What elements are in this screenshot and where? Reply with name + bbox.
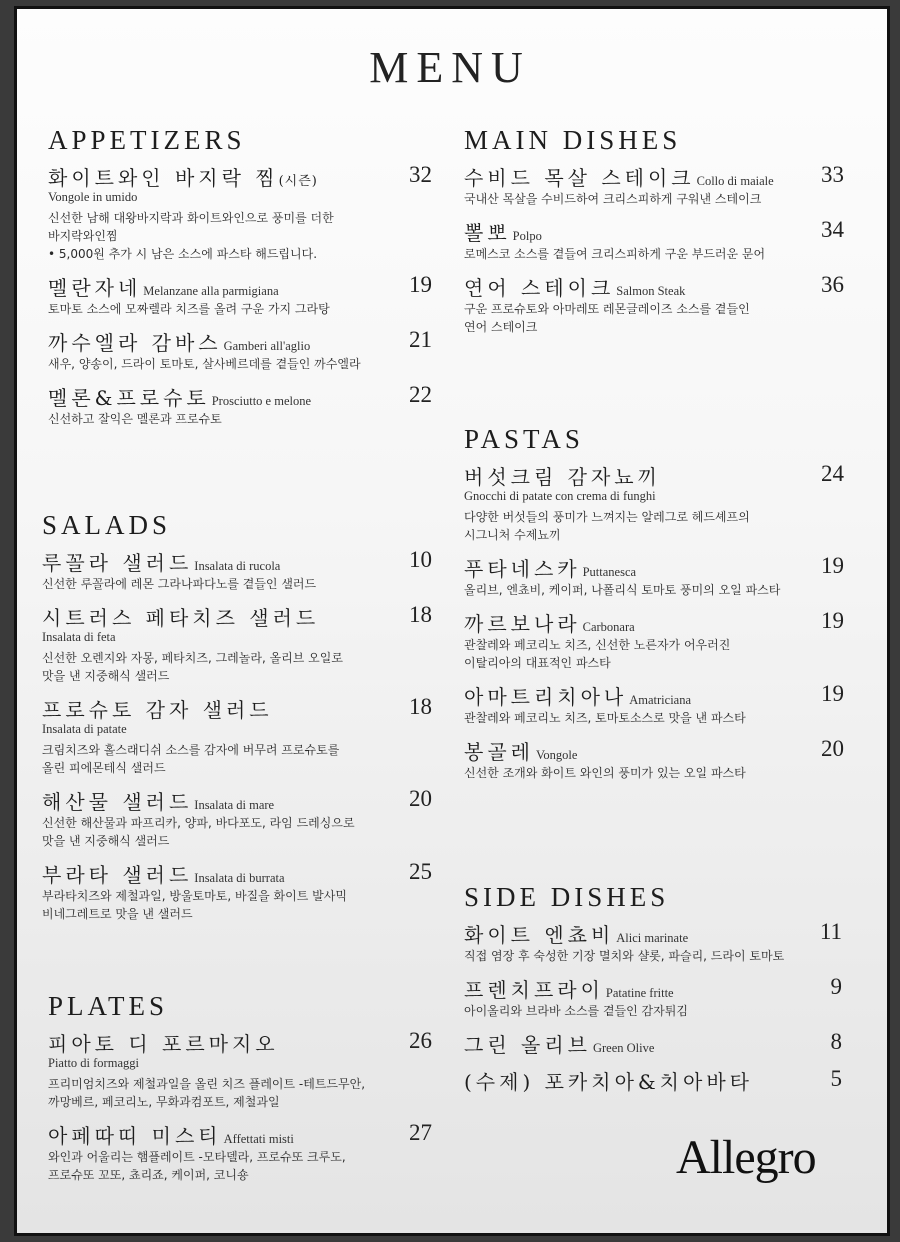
menu-item bbox=[48, 1120, 432, 1184]
dish-name-korean bbox=[48, 166, 318, 190]
dish-name-korean bbox=[42, 698, 273, 722]
dish-name-korean bbox=[464, 166, 695, 190]
dish-name-text: 프로슈토 감자 샐러드 bbox=[42, 698, 273, 722]
dish-name-text: 수비드 목살 스테이크 bbox=[464, 166, 695, 190]
dish-price: 33 bbox=[821, 162, 844, 187]
dish-price: 19 bbox=[409, 272, 432, 297]
dish-description: 와인과 어울리는 햄플레이트 -모타델라, 프로슈또 크루도, bbox=[48, 1150, 346, 1164]
dish-description: 맛을 낸 지중해식 샐러드 bbox=[42, 834, 170, 848]
menu-item-line bbox=[464, 736, 844, 764]
section-heading: SALADS bbox=[42, 510, 172, 540]
dish-price: 10 bbox=[409, 547, 432, 572]
dish-description: 신선하고 잘익은 멜론과 프로슈토 bbox=[48, 412, 222, 426]
dish-name-text: 루꼴라 샐러드 bbox=[42, 551, 193, 575]
dish-name-korean bbox=[464, 978, 604, 1002]
dish-name-italian: Affettati misti bbox=[223, 1132, 294, 1146]
menu-item bbox=[464, 272, 844, 336]
dish-price: 21 bbox=[409, 327, 432, 352]
dish-price: 18 bbox=[409, 694, 432, 719]
dish-description: 시그니처 수제뇨끼 bbox=[464, 528, 561, 542]
dish-name-korean bbox=[464, 612, 581, 636]
dish-name-italian: Puttanesca bbox=[582, 565, 637, 579]
dish-name-korean bbox=[464, 221, 511, 245]
dish-name-korean bbox=[464, 557, 581, 581]
dish-name-italian: Amatriciana bbox=[629, 693, 692, 707]
dish-name-italian: Insalata di rucola bbox=[194, 559, 281, 573]
dish-name-text: 까수엘라 감바스 bbox=[48, 331, 222, 355]
dish-name-korean bbox=[48, 386, 210, 410]
menu-item bbox=[464, 553, 844, 599]
dish-name-italian: Salmon Steak bbox=[616, 284, 686, 298]
dish-price: 25 bbox=[409, 859, 432, 884]
dish-price: 32 bbox=[409, 162, 432, 187]
dish-name-italian: Gamberi all'aglio bbox=[223, 339, 311, 353]
dish-name-italian: Melanzane alla parmigiana bbox=[143, 284, 279, 298]
menu-item-line bbox=[42, 786, 432, 814]
menu-item bbox=[464, 1066, 842, 1094]
dish-description: 관찰레와 페코리노 치즈, 토마토소스로 맛을 낸 파스타 bbox=[464, 711, 746, 725]
dish-description: 신선한 남해 대왕바지락과 화이트와인으로 풍미를 더한 bbox=[48, 211, 334, 225]
section-heading: SIDE DISHES bbox=[464, 882, 670, 912]
dish-description: 프리미엄치즈와 제철과일을 올린 치즈 플레이트 -테트드무안, bbox=[48, 1077, 366, 1091]
menu-item bbox=[48, 272, 432, 318]
dish-price: 20 bbox=[409, 786, 432, 811]
dish-name-text: 연어 스테이크 bbox=[464, 276, 615, 300]
dish-price: 20 bbox=[821, 736, 844, 761]
dish-description: 구운 프로슈토와 아마레또 레몬글레이즈 소스를 곁들인 bbox=[464, 302, 750, 316]
dish-name-korean bbox=[464, 740, 534, 764]
dish-name-korean bbox=[48, 1032, 279, 1056]
dish-description: 로메스코 소스를 곁들여 크리스피하게 구운 부드러운 문어 bbox=[464, 247, 766, 261]
dish-name-italian: Alici marinate bbox=[616, 931, 689, 945]
section-plates bbox=[48, 991, 432, 1193]
dish-note: (시즌) bbox=[278, 174, 318, 189]
dish-name-italian: Vongole in umido bbox=[48, 190, 138, 204]
dish-description: 바지락와인찜 bbox=[48, 229, 118, 243]
menu-item bbox=[464, 974, 842, 1020]
dish-name-korean bbox=[42, 551, 192, 575]
dish-name-italian: Gnocchi di patate con crema di funghi bbox=[464, 489, 656, 503]
dish-name-text: 까르보나라 bbox=[464, 612, 581, 636]
menu-item-line bbox=[42, 859, 432, 887]
dish-price: 24 bbox=[821, 461, 844, 486]
dish-name-korean bbox=[42, 606, 319, 630]
dish-name-text: 화이트와인 바지락 찜 bbox=[48, 166, 279, 190]
section-side-dishes bbox=[464, 882, 842, 1103]
dish-description: 부라타치즈와 제철과일, 방울토마토, 바질을 화이트 발사믹 bbox=[42, 889, 347, 903]
dish-name-italian: Patatine fritte bbox=[605, 986, 674, 1000]
dish-name-italian: Green Olive bbox=[592, 1041, 655, 1055]
dish-name-italian: Insalata di burrata bbox=[194, 871, 285, 885]
dish-name-korean bbox=[464, 685, 627, 709]
dish-description: 국내산 목살을 수비드하여 크리스피하게 구워낸 스테이크 bbox=[464, 192, 762, 206]
dish-name-text: 아페따띠 미스티 bbox=[48, 1124, 222, 1148]
dish-name-text: 아마트리치아나 bbox=[464, 685, 628, 709]
dish-name-korean bbox=[464, 1070, 753, 1094]
dish-name-text: 화이트 엔쵸비 bbox=[464, 923, 615, 947]
menu-item-line bbox=[464, 1066, 842, 1094]
dish-description: 비네그레트로 맛을 낸 샐러드 bbox=[42, 907, 193, 921]
dish-price: 27 bbox=[409, 1120, 432, 1145]
menu-item bbox=[42, 602, 432, 685]
dish-name-text: (수제) 포카치아&치아바타 bbox=[464, 1070, 753, 1094]
section-main-dishes bbox=[464, 125, 844, 345]
menu-item bbox=[42, 786, 432, 850]
menu-item-line bbox=[48, 327, 432, 355]
dish-name-korean bbox=[464, 923, 614, 947]
dish-price: 19 bbox=[821, 608, 844, 633]
menu-item-line bbox=[464, 162, 844, 190]
menu-item-line bbox=[42, 602, 432, 630]
menu-item-line bbox=[464, 553, 844, 581]
menu-item bbox=[464, 681, 844, 727]
menu-item-line bbox=[464, 608, 844, 636]
dish-name-korean bbox=[464, 1033, 591, 1057]
section-heading: PASTAS bbox=[464, 424, 584, 454]
dish-name-text: 버섯크림 감자뇨끼 bbox=[464, 465, 661, 489]
dish-name-text: 멜란자네 bbox=[48, 276, 142, 300]
dish-name-korean bbox=[464, 465, 661, 489]
dish-name-korean bbox=[48, 1124, 222, 1148]
menu-item-line bbox=[464, 919, 842, 947]
menu-item-line bbox=[464, 217, 844, 245]
dish-name-korean bbox=[48, 331, 222, 355]
dish-name-text: 프렌치프라이 bbox=[464, 978, 604, 1002]
menu-item-line bbox=[42, 694, 432, 722]
menu-item bbox=[464, 217, 844, 263]
menu-item-line bbox=[464, 1029, 842, 1057]
dish-price: 18 bbox=[409, 602, 432, 627]
menu-item-line bbox=[48, 1120, 432, 1148]
dish-name-italian: Polpo bbox=[512, 229, 542, 243]
dish-price: 26 bbox=[409, 1028, 432, 1053]
section-appetizers bbox=[48, 125, 432, 437]
menu-item-line bbox=[48, 162, 432, 190]
dish-description: 토마토 소스에 모짜렐라 치즈를 올려 구운 가지 그라탕 bbox=[48, 302, 330, 316]
dish-price: 11 bbox=[819, 919, 842, 944]
section-heading: PLATES bbox=[48, 991, 169, 1021]
dish-name-italian: Insalata di mare bbox=[194, 798, 275, 812]
section-heading: APPETIZERS bbox=[48, 125, 246, 155]
dish-price: 5 bbox=[830, 1066, 842, 1091]
dish-description: 관찰레와 페코리노 치즈, 신선한 노른자가 어우러진 bbox=[464, 638, 731, 652]
dish-price: 22 bbox=[409, 382, 432, 407]
dish-description: 신선한 루꼴라에 레몬 그라나파다노를 곁들인 샐러드 bbox=[42, 577, 317, 591]
dish-price: 8 bbox=[830, 1029, 842, 1054]
menu-item bbox=[48, 382, 432, 428]
dish-price: 19 bbox=[821, 681, 844, 706]
dish-name-text: 해산물 샐러드 bbox=[42, 790, 193, 814]
menu-item bbox=[42, 547, 432, 593]
dish-description: 크림치즈와 홀스래디쉬 소스를 감자에 버무려 프로슈토를 bbox=[42, 743, 340, 757]
dish-description: 아이올리와 브라바 소스를 곁들인 감자튀김 bbox=[464, 1004, 688, 1018]
dish-name-text: 그린 올리브 bbox=[464, 1033, 591, 1057]
dish-description: 직접 염장 후 숙성한 기장 멸치와 샬롯, 파슬리, 드라이 토마토 bbox=[464, 949, 785, 963]
dish-name-text: 뽈뽀 bbox=[464, 221, 511, 245]
dish-name-korean bbox=[42, 863, 192, 887]
menu-item-line bbox=[464, 974, 842, 1002]
dish-price: 19 bbox=[821, 553, 844, 578]
menu-item bbox=[464, 608, 844, 672]
dish-name-text: 시트러스 페타치즈 샐러드 bbox=[42, 606, 320, 630]
dish-name-italian: Vongole bbox=[535, 748, 578, 762]
dish-name-text: 부라타 샐러드 bbox=[42, 863, 193, 887]
menu-item bbox=[464, 1029, 842, 1057]
menu-item-line bbox=[48, 272, 432, 300]
menu-item-line bbox=[48, 382, 432, 410]
dish-name-korean bbox=[464, 276, 614, 300]
dish-name-text: 봉골레 bbox=[464, 740, 534, 764]
dish-description: 까망베르, 페코리노, 무화과컴포트, 제철과일 bbox=[48, 1095, 280, 1109]
menu-item-line bbox=[464, 272, 844, 300]
dish-name-text: 푸타네스카 bbox=[464, 557, 581, 581]
dish-description: 프로슈또 꼬또, 쵸리죠, 케이퍼, 코니숑 bbox=[48, 1168, 249, 1182]
dish-description: 다양한 버섯들의 풍미가 느껴지는 알레그로 헤드셰프의 bbox=[464, 510, 750, 524]
dish-name-text: 피아토 디 포르마지오 bbox=[48, 1032, 279, 1056]
dish-description: 신선한 오렌지와 자몽, 페타치즈, 그레놀라, 올리브 오일로 bbox=[42, 651, 343, 665]
section-heading: MAIN DISHES bbox=[464, 125, 682, 155]
dish-description: 신선한 조개와 화이트 와인의 풍미가 있는 오일 파스타 bbox=[464, 766, 746, 780]
dish-name-italian: Collo di maiale bbox=[696, 174, 774, 188]
menu-item bbox=[48, 162, 432, 263]
menu-title: MENU bbox=[369, 43, 531, 92]
dish-description: 연어 스테이크 bbox=[464, 320, 538, 334]
dish-name-italian: Prosciutto e melone bbox=[211, 394, 312, 408]
menu-item bbox=[48, 1028, 432, 1111]
menu-item bbox=[48, 327, 432, 373]
menu-item-line bbox=[464, 461, 844, 489]
dish-price: 9 bbox=[830, 974, 842, 999]
dish-price: 34 bbox=[821, 217, 844, 242]
menu-item bbox=[464, 919, 842, 965]
allegro-logo: Allegro bbox=[676, 1131, 816, 1184]
section-pastas bbox=[464, 424, 844, 791]
dish-name-italian: Carbonara bbox=[582, 620, 635, 634]
menu-item bbox=[464, 162, 844, 208]
section-salads bbox=[42, 510, 432, 932]
dish-description: 맛을 낸 지중해식 샐러드 bbox=[42, 669, 170, 683]
dish-name-text: 멜론&프로슈토 bbox=[48, 386, 210, 410]
dish-description: 신선한 해산물과 파프리카, 양파, 바다포도, 라임 드레싱으로 bbox=[42, 816, 355, 830]
dish-description: 올린 피에몬테식 샐러드 bbox=[42, 761, 166, 775]
dish-description: 새우, 양송이, 드라이 토마토, 살사베르데를 곁들인 까수엘라 bbox=[48, 357, 361, 371]
menu-item-line bbox=[42, 547, 432, 575]
menu-item-line bbox=[48, 1028, 432, 1056]
dish-name-italian: Insalata di feta bbox=[42, 630, 116, 644]
dish-description: 올리브, 엔쵸비, 케이퍼, 나폴리식 토마토 풍미의 오일 파스타 bbox=[464, 583, 781, 597]
dish-description: 이탈리아의 대표적인 파스타 bbox=[464, 656, 611, 670]
menu-item bbox=[464, 461, 844, 544]
menu-item bbox=[42, 859, 432, 923]
dish-description: • 5,000원 추가 시 남은 소스에 파스타 해드립니다. bbox=[48, 247, 318, 261]
menu-item-line bbox=[464, 681, 844, 709]
dish-name-italian: Piatto di formaggi bbox=[48, 1056, 139, 1070]
menu-item bbox=[42, 694, 432, 777]
menu-item bbox=[464, 736, 844, 782]
dish-name-korean bbox=[42, 790, 192, 814]
dish-price: 36 bbox=[821, 272, 844, 297]
dish-name-italian: Insalata di patate bbox=[42, 722, 127, 736]
dish-name-korean bbox=[48, 276, 141, 300]
